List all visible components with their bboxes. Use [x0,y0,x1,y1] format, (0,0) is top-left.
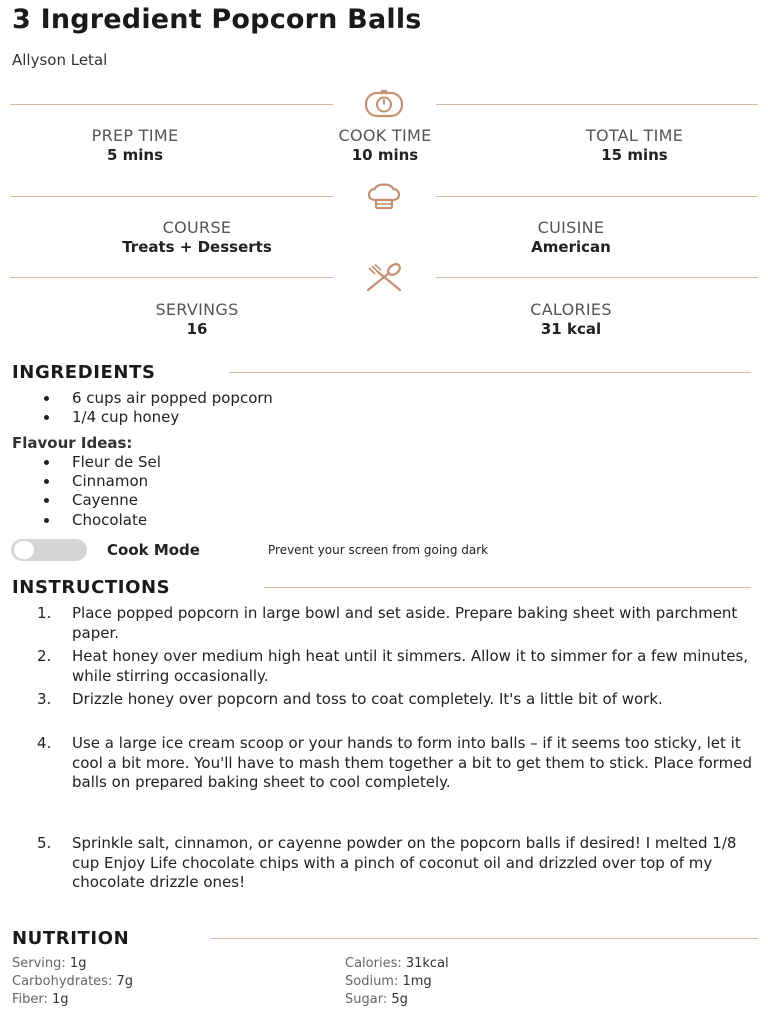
nutrition-sodium: Sodium: 1mg [345,974,432,989]
nutrition-sugar: Sugar: 5g [345,992,408,1007]
servings-value: 16 [186,320,208,338]
flavour-item: Fleur de Sel [72,453,161,471]
flavour-ideas-heading: Flavour Ideas: [12,434,133,452]
instruction-step: Place popped popcorn in large bowl and set aside. Prepare baking sheet with parchment paper. [72,604,738,642]
ingredients-heading: INGREDIENTS [12,362,156,383]
chef-hat-icon [361,181,407,211]
course-label: COURSE [162,218,232,237]
fork-spoon-icon [361,263,407,293]
divider [436,277,758,278]
ingredient-item: 6 cups air popped popcorn [72,389,273,407]
divider [10,277,333,278]
calories-label: CALORIES [530,300,612,319]
nutrition-carbohydrates: Carbohydrates: 7g [12,974,134,989]
divider [229,372,751,373]
cook-time-value: 10 mins [351,146,419,164]
calories-value: 31 kcal [540,320,602,338]
instruction-step: Drizzle honey over popcorn and toss to coat completely. It's a little bit of work. [72,690,663,708]
toggle-knob [14,541,34,559]
cook-time-label: COOK TIME [338,126,432,145]
bullet [44,460,49,465]
flavour-item: Chocolate [72,511,148,529]
step-number: 1. [37,604,52,622]
step-number: 5. [37,834,52,852]
nutrition-serving: Serving: 1g [12,956,87,971]
bullet [44,415,49,420]
bullet [44,518,49,523]
divider [436,104,758,105]
cuisine-label: CUISINE [537,218,605,237]
bullet [44,396,49,401]
step-number: 3. [37,690,52,708]
timer-icon [361,89,407,119]
instruction-step: Use a large ice cream scoop or your hands to form into balls – if it seems too sticky, let it cool a bit more. You'll have to mash them together a bit to get them to stick. Place formed balls on prepared baking sheet to cool completely. [72,734,753,791]
step-number: 2. [37,647,52,665]
prep-time-label: PREP TIME [91,126,179,145]
divider [10,104,333,105]
flavour-item: Cinnamon [72,472,149,490]
nutrition-fiber: Fiber: 1g [12,992,69,1007]
cuisine-value: American [531,238,611,256]
flavour-item: Cayenne [72,491,139,509]
recipe-author: Allyson Letal [12,51,108,69]
instruction-step: Heat honey over medium high heat until it simmers. Allow it to simmer for a few minutes, while stirring occasionally. [72,647,749,685]
bullet [44,479,49,484]
divider [211,938,758,939]
cook-mode-label: Cook Mode [107,541,200,559]
total-time-label: TOTAL TIME [585,126,684,145]
ingredient-item: 1/4 cup honey [72,408,180,426]
course-value: Treats + Desserts [122,238,272,256]
divider [436,196,758,197]
bullet [44,498,49,503]
step-number: 4. [37,734,52,752]
prep-time-value: 5 mins [106,146,164,164]
servings-label: SERVINGS [155,300,239,319]
instructions-heading: INSTRUCTIONS [12,577,171,598]
divider [10,196,333,197]
cook-mode-description: Prevent your screen from going dark [268,543,489,557]
nutrition-heading: NUTRITION [12,928,130,949]
recipe-title: 3 Ingredient Popcorn Balls [12,4,422,35]
instruction-step: Sprinkle salt, cinnamon, or cayenne powder on the popcorn balls if desired! I melted 1/8 cup Enjoy Life chocolate chips with a pinch of coconut oil and drizzled over top of my chocolate drizzle ones! [72,834,737,891]
total-time-value: 15 mins [601,146,668,164]
divider [264,587,751,588]
nutrition-calories: Calories: 31kcal [345,956,449,971]
